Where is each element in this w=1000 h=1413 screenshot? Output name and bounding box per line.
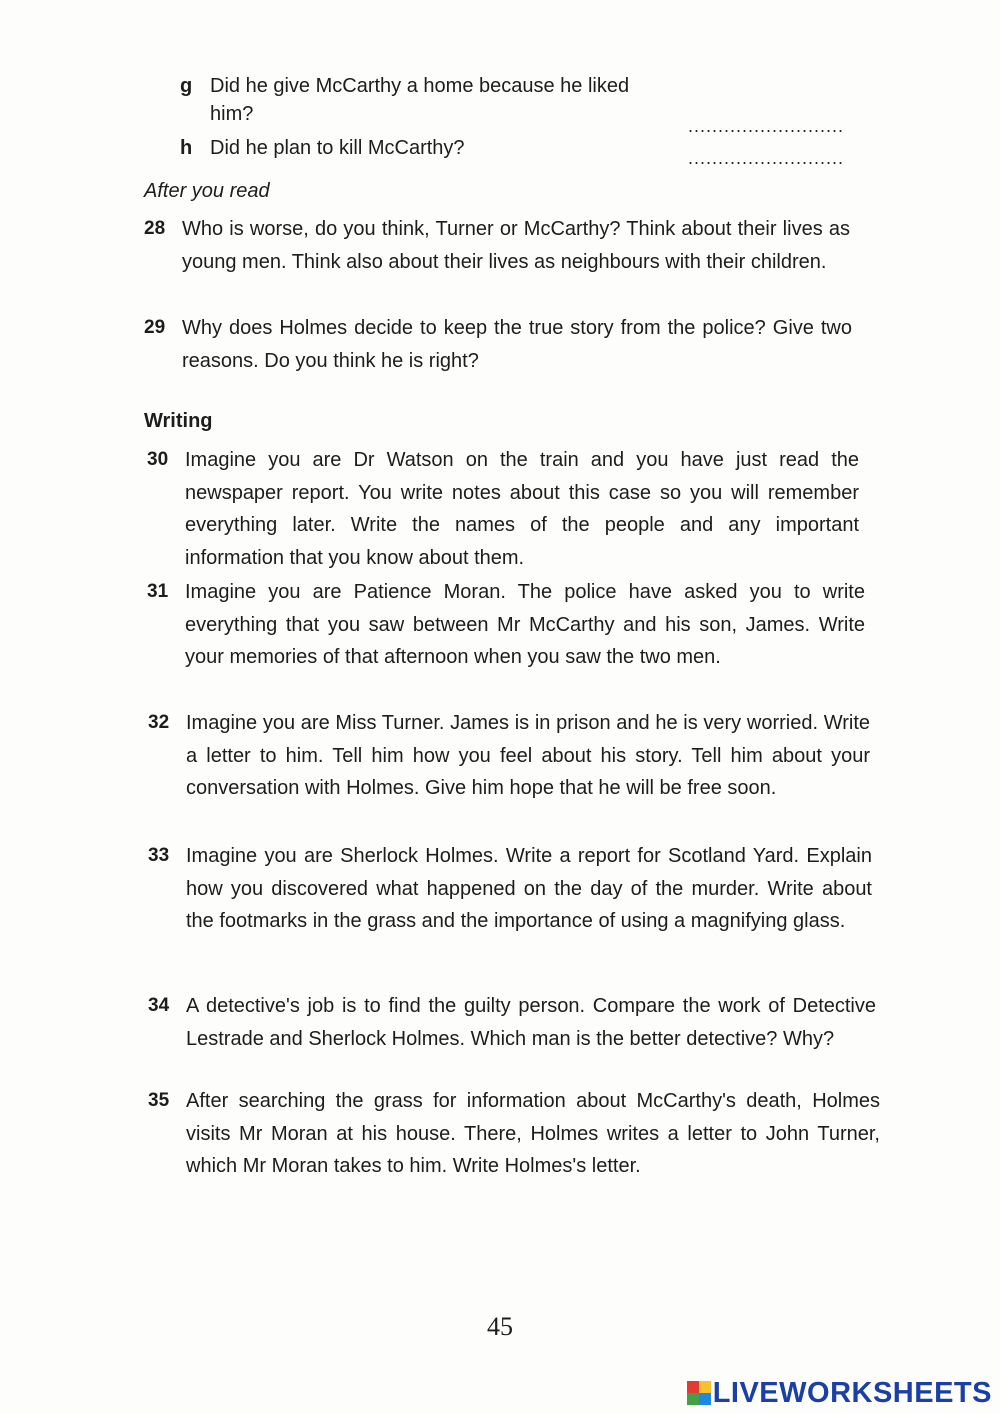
question-text: Who is worse, do you think, Turner or McCarthy? Think about their lives as young men. Think also about their lives as neighbours with their children. (182, 218, 850, 273)
question-number: 32 (148, 712, 170, 733)
question-number: 28 (144, 218, 166, 239)
logo-square (687, 1381, 699, 1393)
question-letter: g (180, 75, 193, 97)
question-32 (148, 707, 870, 805)
logo-square (699, 1381, 711, 1393)
question-text: Did he give McCarthy a home because he liked him? (210, 75, 630, 125)
logo-square (687, 1393, 699, 1405)
brand-name: LIVEWORKSHEETS (712, 1376, 992, 1409)
question-text: Imagine you are Dr Watson on the train and you have just read the newspaper report. You write notes about this case so you will remember everything later. Write the names of the people and any important information that you know about them. (185, 449, 859, 569)
question-text: Imagine you are Patience Moran. The police have asked you to write everything that you saw between Mr McCarthy and his son, James. Write your memories of that afternoon when you saw the two men. (185, 581, 865, 668)
question-text: A detective's job is to find the guilty person. Compare the work of Detective Lestrade and Sherlock Holmes. Which man is the better detective? Why? (186, 995, 876, 1050)
logo-square (699, 1393, 711, 1405)
question-letter: h (180, 137, 193, 159)
liveworksheets-brand[interactable] (687, 1376, 992, 1410)
writing-heading: Writing (144, 410, 213, 432)
answer-blank-g[interactable]: .......................... (688, 116, 844, 136)
question-29 (144, 312, 852, 377)
page-number: 45 (487, 1312, 513, 1341)
question-34 (148, 990, 876, 1055)
liveworksheets-logo-icon (687, 1381, 711, 1405)
question-number: 31 (147, 581, 169, 602)
question-text: Imagine you are Sherlock Holmes. Write a report for Scotland Yard. Explain how you discovered what happened on the day of the murder. Write about the footmarks in the grass and the importance of using a magnifying glass. (186, 845, 872, 932)
question-33 (148, 840, 872, 938)
question-30 (147, 444, 859, 574)
question-31 (147, 576, 865, 674)
question-number: 30 (147, 449, 169, 470)
question-text: Why does Holmes decide to keep the true story from the police? Give two reasons. Do you think he is right? (182, 317, 852, 372)
question-35 (148, 1085, 880, 1183)
question-text: Imagine you are Miss Turner. James is in prison and he is very worried. Write a letter to him. Tell him how you feel about his story. Tell him about your conversation with Holmes. Give him hope that he will be free soon. (186, 712, 870, 799)
question-number: 34 (148, 995, 170, 1016)
question-28 (144, 213, 850, 278)
question-text: Did he plan to kill McCarthy? (210, 137, 465, 159)
question-number: 35 (148, 1090, 170, 1111)
answer-blank-h[interactable]: .......................... (688, 148, 844, 168)
question-h (180, 134, 650, 162)
question-number: 33 (148, 845, 170, 866)
question-text: After searching the grass for information about McCarthy's death, Holmes visits Mr Moran at his house. There, Holmes writes a letter to John Turner, which Mr Moran takes to him. Write Holmes's letter. (186, 1090, 880, 1177)
after-you-read-heading: After you read (144, 180, 270, 202)
question-number: 29 (144, 317, 166, 338)
question-g (180, 72, 650, 128)
